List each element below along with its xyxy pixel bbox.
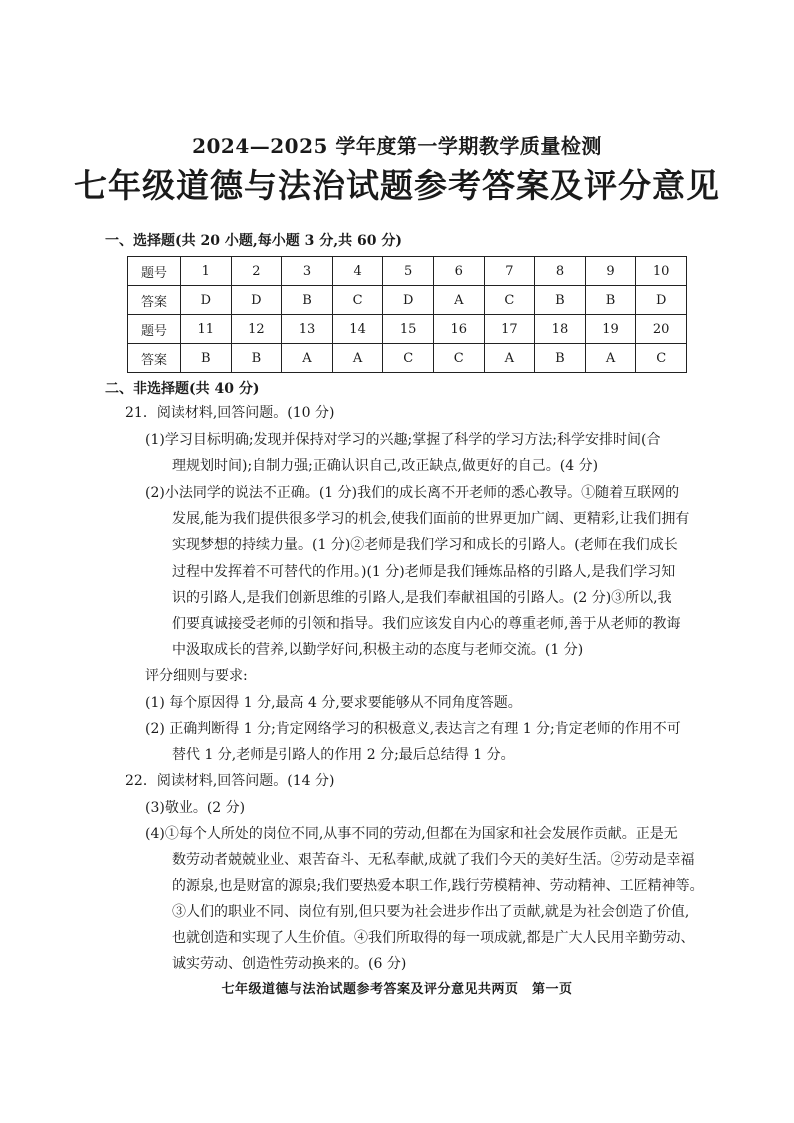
answer-cell: C [484,286,535,315]
row-label: 题号 [128,315,181,344]
table-row [128,257,687,286]
row-label: 答案 [128,286,181,315]
answer-line: 过程中发挥着不可替代的作用。)(1 分)老师是我们锤炼品格的引路人,是我们学习知 [172,564,676,580]
question-number: 4 [332,257,383,286]
page-title: 七年级道德与法治试题参考答案及评分意见 [74,166,720,205]
answer-cell: B [535,286,586,315]
row-label: 答案 [128,344,181,373]
answer-cell: D [636,286,687,315]
question-number: 17 [484,315,535,344]
answer-line: 也就创造和实现了人生价值。④我们所取得的每一项成就,都是广大人民用辛勤劳动、 [172,930,695,946]
answer-cell: A [332,344,383,373]
question-number: 6 [433,257,484,286]
question-number: 10 [636,257,687,286]
section-2-heading: 二、非选择题(共 40 分) [105,381,260,397]
scoring-rule: (2) 正确判断得 1 分;肯定网络学习的积极意义,表达言之有理 1 分;肯定老师的作用不可 [145,721,681,737]
table-row [128,315,687,344]
question-number: 16 [433,315,484,344]
question-number: 18 [535,315,586,344]
question-number: 19 [585,315,636,344]
answer-line: 理规划时间);自制力强;正确认识自己,改正缺点,做更好的自己。(4 分) [172,458,599,474]
answer-table [127,256,687,373]
answer-cell: C [636,344,687,373]
answer-cell: B [535,344,586,373]
question-number: 1 [181,257,232,286]
answer-line: 中汲取成长的营养,以勤学好问,积极主动的态度与老师交流。(1 分) [172,642,584,658]
answer-cell: C [332,286,383,315]
scoring-rule: (1) 每个原因得 1 分,最高 4 分,要求要能够从不同角度答题。 [145,695,522,711]
answer-line: (4)①每个人所处的岗位不同,从事不同的劳动,但都在为国家和社会发展作贡献。正是无 [145,826,678,842]
answer-line: 识的引路人,是我们创新思维的引路人,是我们奉献祖国的引路人。(2 分)③所以,我 [172,590,672,606]
answer-line: (1)学习目标明确;发现并保持对学习的兴趣;掌握了科学的学习方法;科学安排时间(合 [145,432,661,448]
question-number: 11 [181,315,232,344]
answer-line: 的源泉,也是财富的源泉;我们要热爱本职工作,践行劳模精神、劳动精神、工匠精神等。 [172,878,704,894]
answer-cell: D [181,286,232,315]
table-row [128,286,687,315]
question-number: 13 [282,315,333,344]
answer-line: 诚实劳动、创造性劳动换来的。(6 分) [172,956,407,972]
page-footer: 七年级道德与法治试题参考答案及评分意见共两页 第一页 [221,982,573,997]
scoring-rule: 替代 1 分,老师是引路人的作用 2 分;最后总结得 1 分。 [172,747,515,763]
row-label: 题号 [128,257,181,286]
answer-cell: A [484,344,535,373]
exam-subtitle: 2024—2025 学年度第一学期教学质量检测 [192,134,602,158]
question-number: 15 [383,315,434,344]
answer-line: ③人们的职业不同、岗位有别,但只要为社会进步作出了贡献,就是为社会创造了价值, [172,904,690,920]
answer-cell: B [181,344,232,373]
question-number: 12 [231,315,282,344]
question-number: 2 [231,257,282,286]
question-number: 5 [383,257,434,286]
answer-line: 们要真诚接受老师的引领和指导。我们应该发自内心的尊重老师,善于从老师的教诲 [172,616,681,632]
table-row [128,344,687,373]
section-1-heading: 一、选择题(共 20 小题,每小题 3 分,共 60 分) [105,233,402,249]
question-number: 9 [585,257,636,286]
scoring-rules-heading: 评分细则与要求: [145,668,248,684]
question-number: 20 [636,315,687,344]
answer-cell: C [383,344,434,373]
question-21-heading: 21．阅读材料,回答问题。(10 分) [125,405,335,421]
answer-line: (2)小法同学的说法不正确。(1 分)我们的成长离不开老师的悉心教导。①随着互联网的 [145,485,680,501]
answer-cell: B [585,286,636,315]
answer-cell: B [282,286,333,315]
question-number: 8 [535,257,586,286]
answer-line: 发展,能为我们提供很多学习的机会,使我们面前的世界更加广阔、更精彩,让我们拥有 [172,511,690,527]
answer-cell: D [383,286,434,315]
answer-cell: C [433,344,484,373]
answer-cell: D [231,286,282,315]
answer-line: 数劳动者兢兢业业、艰苦奋斗、无私奉献,成就了我们今天的美好生活。②劳动是幸福 [172,852,695,868]
answer-cell: A [585,344,636,373]
question-22-heading: 22．阅读材料,回答问题。(14 分) [125,773,335,789]
question-number: 7 [484,257,535,286]
answer-line: 实现梦想的持续力量。(1 分)②老师是我们学习和成长的引路人。(老师在我们成长 [172,537,678,553]
answer-cell: A [282,344,333,373]
answer-line: (3)敬业。(2 分) [145,800,246,816]
question-number: 14 [332,315,383,344]
answer-cell: B [231,344,282,373]
question-number: 3 [282,257,333,286]
answer-cell: A [433,286,484,315]
